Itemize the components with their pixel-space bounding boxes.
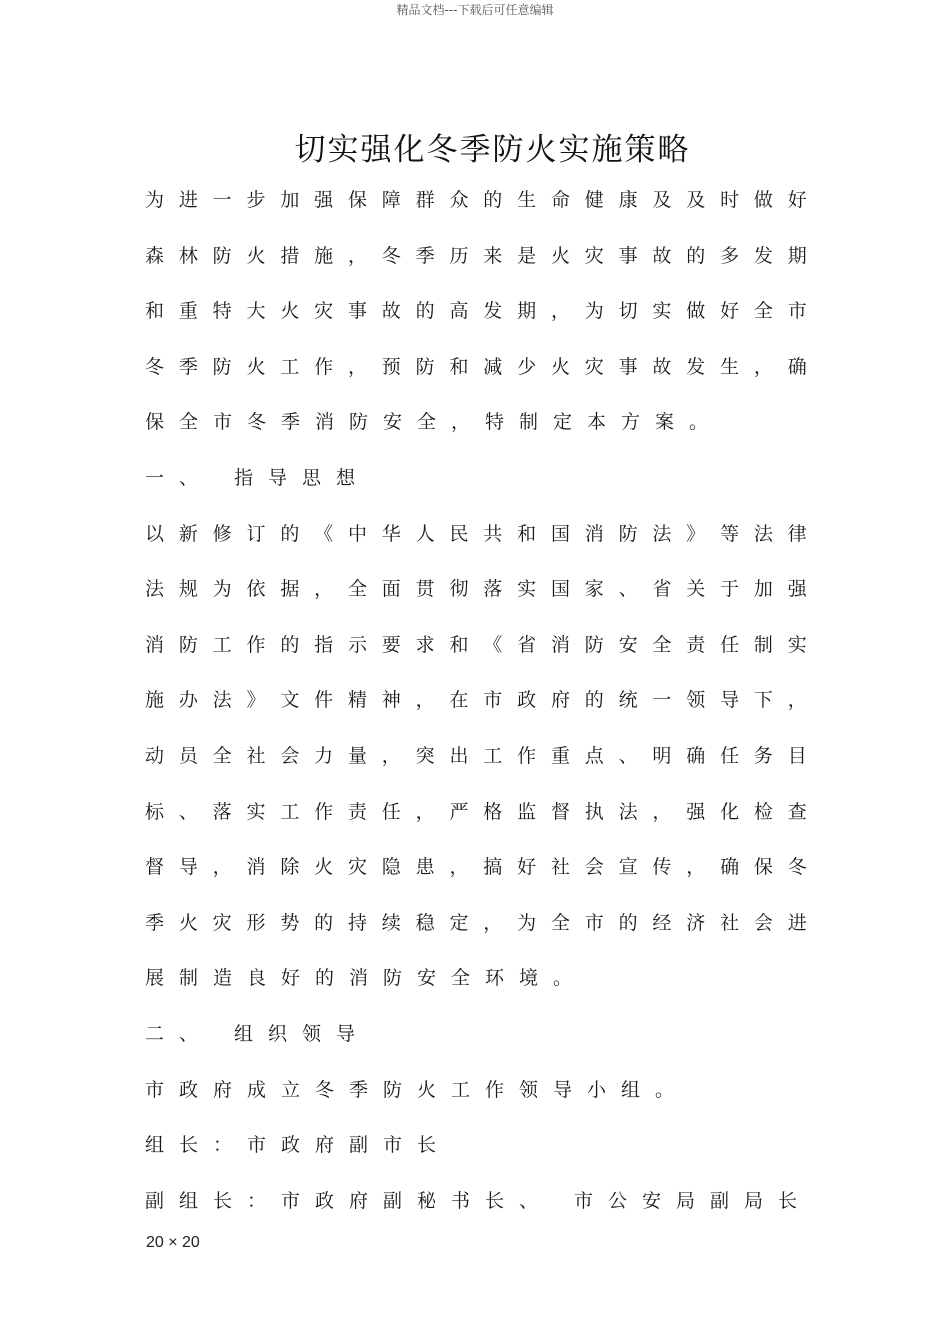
body-line: 展制造良好的消防安全环境。	[145, 967, 588, 989]
page-header: 精品文档---下载后可任意编辑	[396, 3, 554, 17]
body-line: 施 办 法 》 文 件 精 神 ， 在 市 政 府 的 统 一 领 导 下 ，	[145, 689, 807, 711]
body-line: 一、 指导思想	[145, 467, 371, 489]
body-line: 组长：市政府副市长	[145, 1134, 452, 1156]
body-line: 冬 季 防 火 工 作 ， 预 防 和 减 少 火 灾 事 故 发 生 ， 确	[145, 356, 807, 378]
body-line: 消 防 工 作 的 指 示 要 求 和 《 省 消 防 安 全 责 任 制 实	[145, 634, 807, 656]
body-line: 督 导 ， 消 除 火 灾 隐 患 ， 搞 好 社 会 宣 传 ， 确 保 冬	[145, 856, 807, 878]
body-line: 二、 组织领导	[145, 1023, 371, 1045]
body-line: 动 员 全 社 会 力 量 ， 突 出 工 作 重 点 、 明 确 任 务 目	[145, 745, 807, 767]
body-line: 为 进 一 步 加 强 保 障 群 众 的 生 命 健 康 及 及 时 做 好	[145, 189, 807, 211]
body-line: 保全市冬季消防安全，特制定本方案。	[145, 411, 724, 433]
body-line: 季 火 灾 形 势 的 持 续 稳 定 ， 为 全 市 的 经 济 社 会 进	[145, 912, 807, 934]
body-line: 以 新 修 订 的 《 中 华 人 民 共 和 国 消 防 法 》 等 法 律	[145, 523, 807, 545]
body-line: 市政府成立冬季防火工作领导小组。	[145, 1079, 690, 1101]
body-line: 标 、 落 实 工 作 责 任 ， 严 格 监 督 执 法 ， 强 化 检 查	[145, 801, 807, 823]
body-line: 副组长：市政府副秘书长、 市公安局副局长	[145, 1190, 813, 1212]
document-title: 切实强化冬季防火实施策略	[294, 132, 691, 168]
body-line: 森 林 防 火 措 施 ， 冬 季 历 来 是 火 灾 事 故 的 多 发 期	[145, 245, 807, 267]
page-size-note: 20 × 20	[146, 1234, 200, 1251]
body-line: 和 重 特 大 火 灾 事 故 的 高 发 期 ， 为 切 实 做 好 全 市	[145, 300, 807, 322]
body-line: 法 规 为 依 据 ， 全 面 贯 彻 落 实 国 家 、 省 关 于 加 强	[145, 578, 807, 600]
